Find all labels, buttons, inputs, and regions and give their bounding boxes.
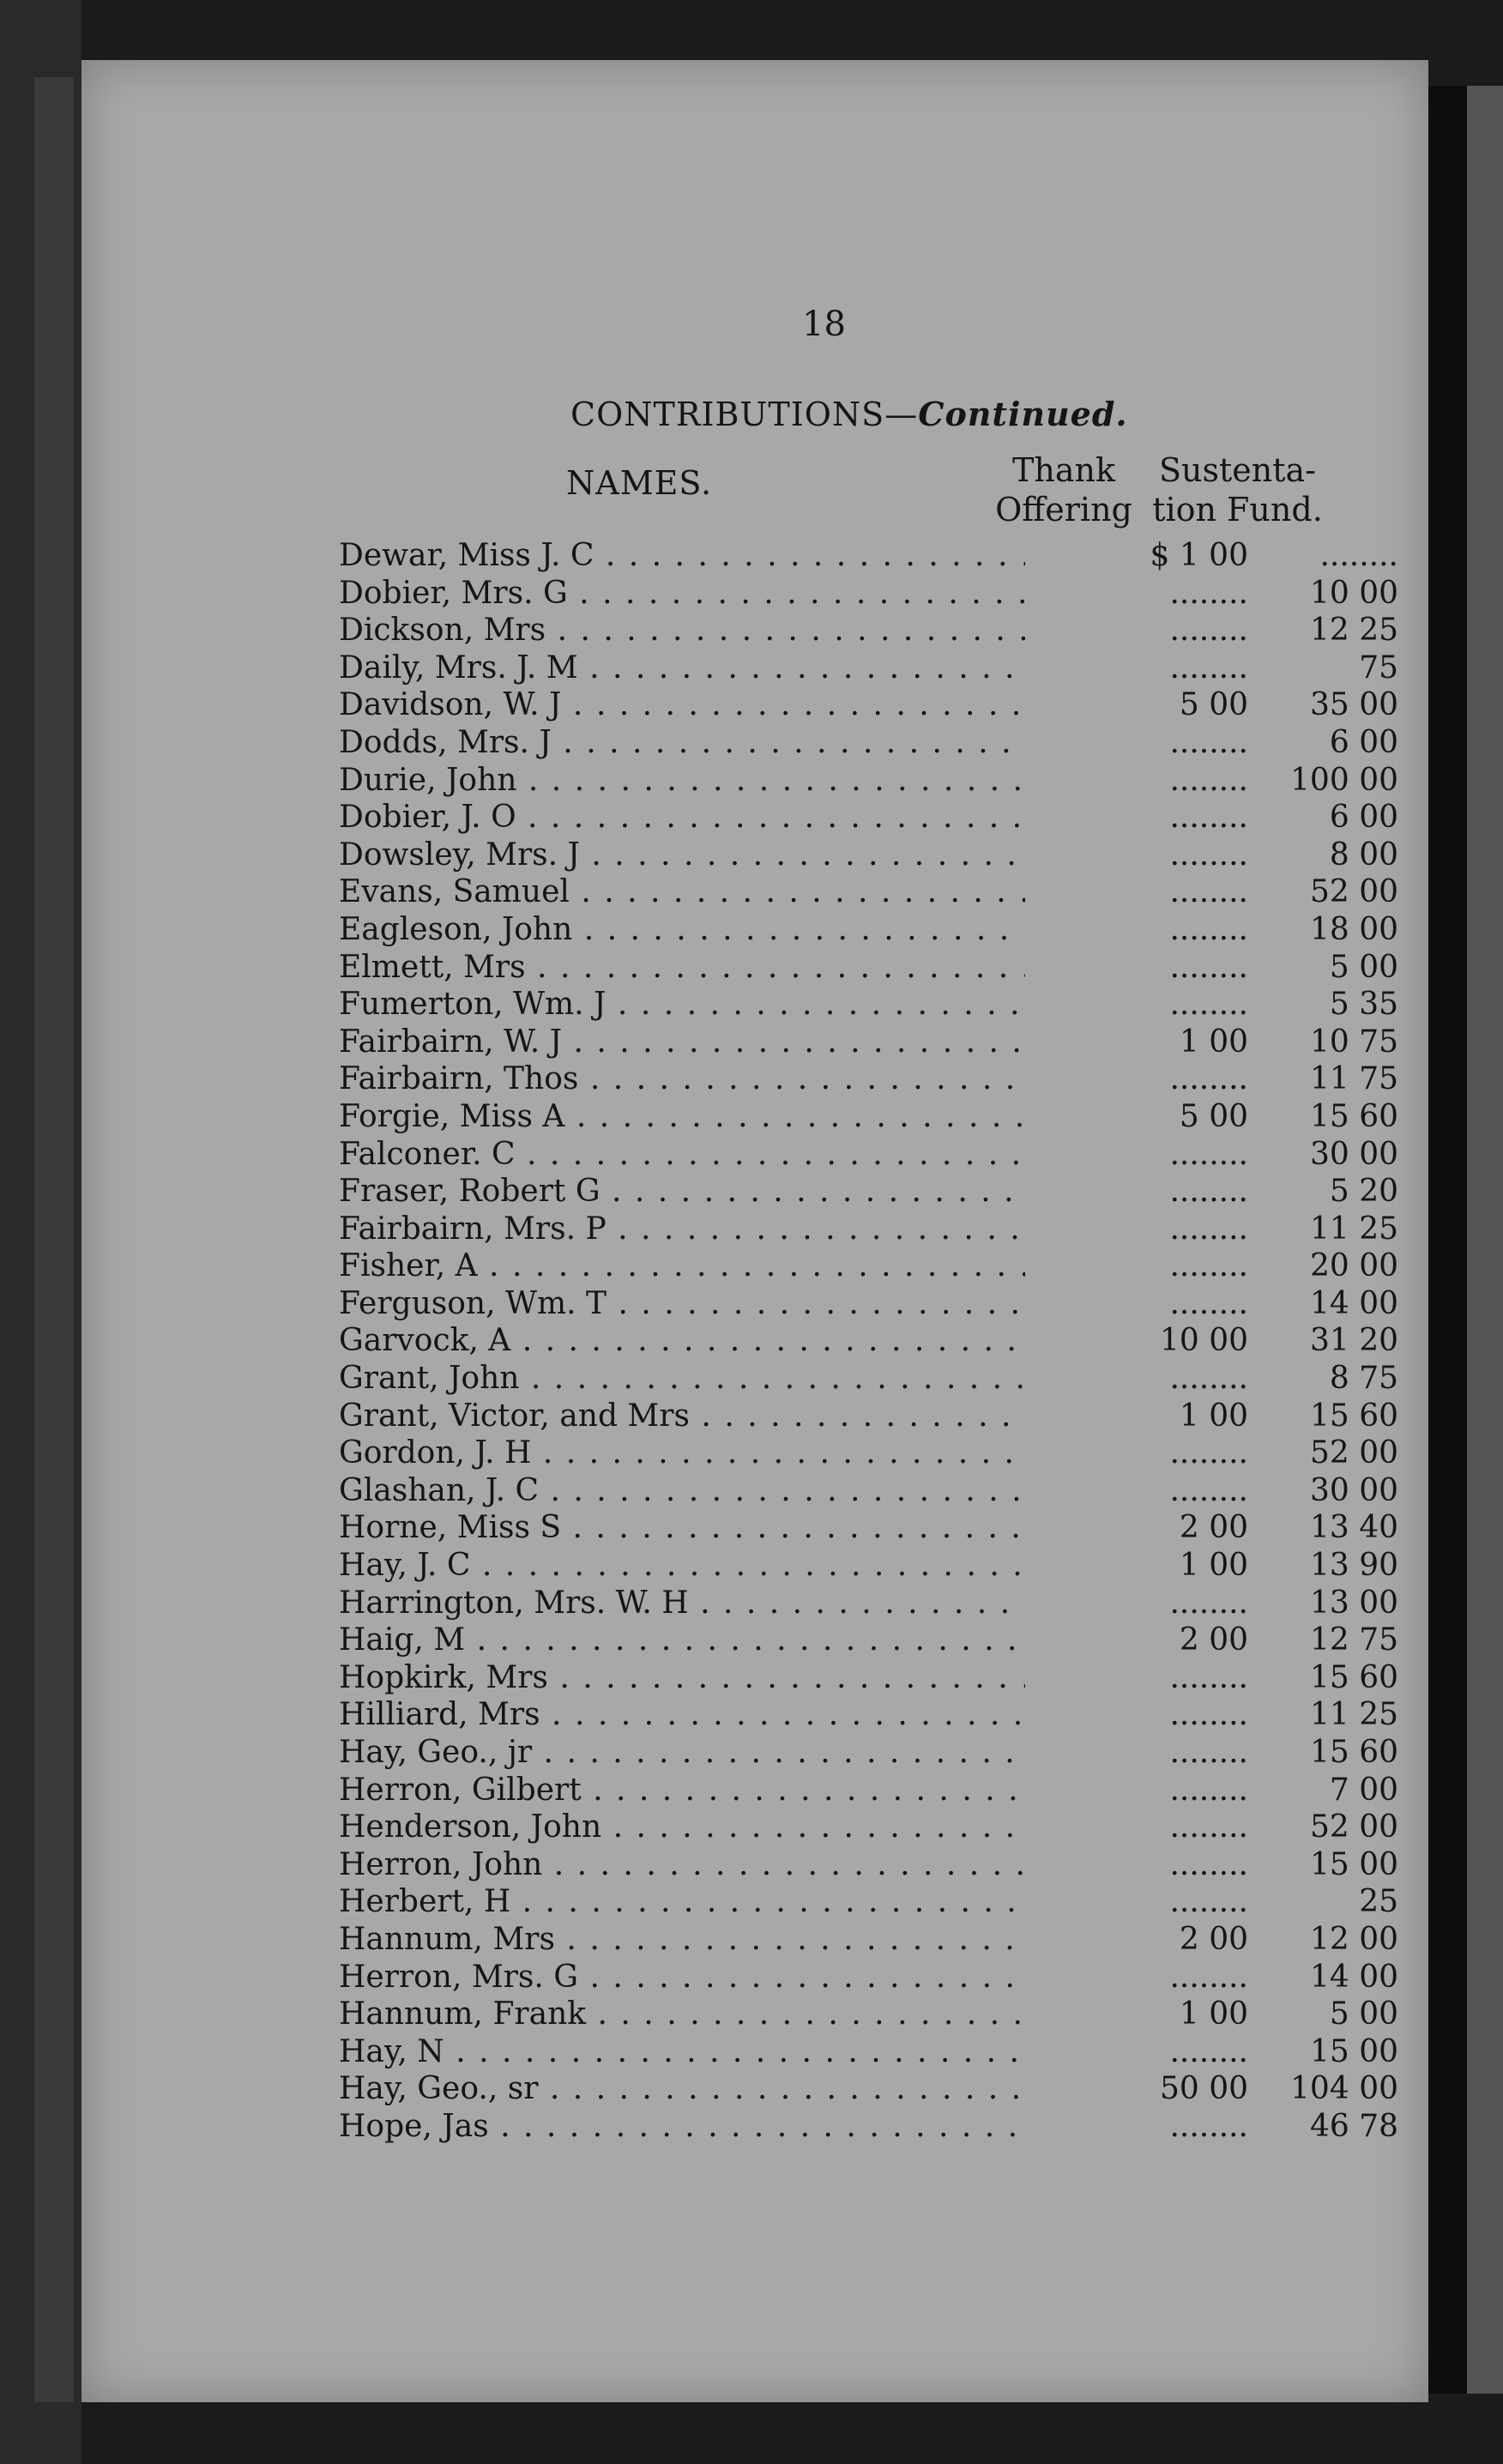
thank-offering-amount: ........ bbox=[1169, 1361, 1248, 1397]
contribution-row bbox=[339, 1509, 1411, 1547]
thank-offering-amount: ........ bbox=[1169, 911, 1248, 947]
sust-header-line1: Sustenta- bbox=[1158, 451, 1316, 489]
sustentation-fund-amount: 10 00 bbox=[1309, 575, 1398, 611]
sustentation-fund-amount: 12 75 bbox=[1309, 1622, 1398, 1658]
contribution-row bbox=[339, 1060, 1411, 1098]
contribution-row bbox=[339, 724, 1411, 762]
sustentation-fund-amount: 15 60 bbox=[1309, 1735, 1398, 1770]
contributor-name: Hay, Geo., jr . . . bbox=[339, 1734, 1025, 1772]
thank-offering-amount: ........ bbox=[1169, 1248, 1248, 1284]
contributor-name: Daily, Mrs. J. M . . . bbox=[339, 649, 1025, 687]
contribution-row bbox=[339, 1622, 1411, 1659]
contribution-row bbox=[339, 1809, 1411, 1846]
contributor-name: Hay, N . . . bbox=[339, 2033, 1025, 2071]
sustentation-fund-amount: 12 00 bbox=[1309, 1921, 1398, 1957]
sustentation-fund-amount: 104 00 bbox=[1290, 2071, 1398, 2107]
thank-offering-amount: ........ bbox=[1169, 613, 1248, 649]
sustentation-fund-amount: 5 20 bbox=[1329, 1174, 1398, 1210]
contribution-row bbox=[339, 1398, 1411, 1435]
page-heading bbox=[570, 395, 1128, 433]
thank-offering-amount: ........ bbox=[1169, 762, 1248, 798]
contribution-row bbox=[339, 612, 1411, 649]
contribution-row bbox=[339, 1921, 1411, 1959]
sustentation-fund-amount: 15 60 bbox=[1309, 1398, 1398, 1434]
contributor-name: Hopkirk, Mrs . . . bbox=[339, 1659, 1025, 1697]
thank-offering-amount: ........ bbox=[1169, 1846, 1248, 1882]
thank-offering-amount: ........ bbox=[1169, 1659, 1248, 1695]
contribution-row bbox=[339, 1098, 1411, 1136]
contributor-name: Eagleson, John . . . bbox=[339, 911, 1025, 949]
sustentation-fund-amount: 18 00 bbox=[1309, 911, 1398, 947]
contribution-row bbox=[339, 1285, 1411, 1323]
thank-offering-amount: ........ bbox=[1169, 1285, 1248, 1321]
thank-offering-amount: ........ bbox=[1169, 1697, 1248, 1733]
contributor-name: Herron, Gilbert . . . bbox=[339, 1772, 1025, 1809]
column-header-sustentation-fund bbox=[1141, 450, 1334, 529]
thank-offering-amount: 5 00 bbox=[1179, 1098, 1248, 1134]
contributor-name: Dewar, Miss J. C . . . bbox=[339, 537, 1025, 575]
contributor-name: Evans, Samuel . . . bbox=[339, 873, 1025, 911]
contributor-name: Hannum, Frank . . . bbox=[339, 1996, 1025, 2033]
thank-offering-amount: ........ bbox=[1169, 874, 1248, 910]
contribution-row bbox=[339, 762, 1411, 800]
contribution-row bbox=[339, 1846, 1411, 1884]
thank-offering-amount: ........ bbox=[1169, 575, 1248, 611]
thank-offering-amount: ........ bbox=[1169, 1435, 1248, 1471]
thank-offering-amount: ........ bbox=[1169, 1211, 1248, 1247]
sustentation-fund-amount: 6 00 bbox=[1329, 724, 1398, 760]
column-header-thank-offering bbox=[987, 450, 1141, 529]
thank-offering-amount: ........ bbox=[1169, 1809, 1248, 1845]
contributor-name: Herron, John . . . bbox=[339, 1846, 1025, 1884]
sustentation-fund-amount: 10 75 bbox=[1309, 1024, 1398, 1060]
contributor-name: Dodds, Mrs. J . . . bbox=[339, 724, 1025, 762]
contribution-row bbox=[339, 537, 1411, 575]
thank-offering-amount: ........ bbox=[1169, 724, 1248, 760]
contribution-row bbox=[339, 1024, 1411, 1061]
sustentation-fund-amount: 15 00 bbox=[1309, 1846, 1398, 1882]
contribution-row bbox=[339, 1585, 1411, 1622]
contribution-row bbox=[339, 1211, 1411, 1248]
thank-offering-amount: ........ bbox=[1169, 1136, 1248, 1172]
thank-offering-amount: 1 00 bbox=[1179, 1996, 1248, 2032]
contributor-name: Grant, Victor, and Mrs . . . bbox=[339, 1398, 1025, 1435]
thank-offering-amount: ........ bbox=[1169, 1061, 1248, 1097]
sustentation-fund-amount: 75 bbox=[1359, 649, 1398, 685]
thank-offering-amount: ........ bbox=[1169, 1585, 1248, 1621]
thank-offering-amount: 5 00 bbox=[1179, 687, 1248, 723]
sustentation-fund-amount: 15 60 bbox=[1309, 1659, 1398, 1695]
sustentation-fund-amount: 13 90 bbox=[1309, 1548, 1398, 1584]
thank-offering-amount: 2 00 bbox=[1179, 1622, 1248, 1658]
contributor-name: Hannum, Mrs . . . bbox=[339, 1921, 1025, 1959]
thank-offering-amount: $ 1 00 bbox=[1150, 538, 1248, 573]
contribution-row bbox=[339, 873, 1411, 911]
contribution-row bbox=[339, 649, 1411, 687]
contribution-row bbox=[339, 1173, 1411, 1211]
page-number: 18 bbox=[802, 305, 846, 344]
heading-continued: Continued. bbox=[918, 395, 1128, 433]
contributor-name: Fumerton, Wm. J . . . bbox=[339, 986, 1025, 1024]
contribution-row bbox=[339, 986, 1411, 1024]
thank-offering-amount: 2 00 bbox=[1179, 1921, 1248, 1957]
thank-offering-amount: ........ bbox=[1169, 836, 1248, 873]
sustentation-fund-amount: 7 00 bbox=[1329, 1772, 1398, 1808]
contributor-name: Hay, Geo., sr . . . bbox=[339, 2070, 1025, 2108]
contribution-row bbox=[339, 1734, 1411, 1772]
thank-offering-amount: ........ bbox=[1169, 800, 1248, 836]
thank-offering-amount: ........ bbox=[1169, 649, 1248, 685]
contributor-name: Hay, J. C . . . bbox=[339, 1547, 1025, 1585]
contributor-name: Dickson, Mrs . . . bbox=[339, 612, 1025, 649]
thank-offering-amount: ........ bbox=[1169, 949, 1248, 985]
contribution-row bbox=[339, 836, 1411, 874]
thank-offering-amount: ........ bbox=[1169, 987, 1248, 1023]
contribution-row bbox=[339, 1959, 1411, 1996]
sustentation-fund-amount: 13 40 bbox=[1309, 1510, 1398, 1546]
thank-offering-amount: 1 00 bbox=[1179, 1398, 1248, 1434]
contribution-row bbox=[339, 2108, 1411, 2146]
thank-offering-amount: 1 00 bbox=[1179, 1548, 1248, 1584]
thank-offering-amount: ........ bbox=[1169, 1884, 1248, 1920]
sust-header-line2: tion Fund. bbox=[1152, 491, 1323, 528]
contributor-name: Elmett, Mrs . . . bbox=[339, 949, 1025, 987]
thank-offering-amount: 10 00 bbox=[1159, 1323, 1248, 1359]
contribution-row bbox=[339, 1772, 1411, 1809]
contribution-row bbox=[339, 1322, 1411, 1360]
thank-offering-amount: 1 00 bbox=[1179, 1024, 1248, 1060]
contribution-row bbox=[339, 911, 1411, 949]
contributor-name: Harrington, Mrs. W. H . . . bbox=[339, 1585, 1025, 1622]
sustentation-fund-amount: 15 00 bbox=[1309, 2033, 1398, 2069]
contributor-name: Dowsley, Mrs. J . . . bbox=[339, 836, 1025, 874]
thank-offering-amount: ........ bbox=[1169, 1735, 1248, 1770]
contributor-name: Fraser, Robert G . . . bbox=[339, 1173, 1025, 1211]
thank-offering-amount: ........ bbox=[1169, 2033, 1248, 2069]
contributor-name: Dobier, J. O . . . bbox=[339, 799, 1025, 836]
contribution-row bbox=[339, 2033, 1411, 2071]
thank-offering-amount: 2 00 bbox=[1179, 1510, 1248, 1546]
sustentation-fund-amount: 100 00 bbox=[1290, 762, 1398, 798]
contributor-name: Garvock, A . . . bbox=[339, 1322, 1025, 1360]
sustentation-fund-amount: 15 60 bbox=[1309, 1098, 1398, 1134]
contribution-row bbox=[339, 799, 1411, 836]
contributor-name: Glashan, J. C . . . bbox=[339, 1472, 1025, 1510]
sustentation-fund-amount: 52 00 bbox=[1309, 874, 1398, 910]
sustentation-fund-amount: 5 00 bbox=[1329, 949, 1398, 985]
sustentation-fund-amount: 8 75 bbox=[1329, 1361, 1398, 1397]
sustentation-fund-amount: 25 bbox=[1359, 1884, 1398, 1920]
contributor-name: Davidson, W. J . . . bbox=[339, 686, 1025, 724]
sustentation-fund-amount: 14 00 bbox=[1309, 1959, 1398, 1995]
sustentation-fund-amount: 5 00 bbox=[1329, 1996, 1398, 2032]
sustentation-fund-amount: 52 00 bbox=[1309, 1435, 1398, 1471]
sustentation-fund-amount: 12 25 bbox=[1309, 613, 1398, 649]
spine-edge bbox=[34, 77, 74, 2402]
book-spine bbox=[0, 0, 81, 2464]
contributor-name: Ferguson, Wm. T . . . bbox=[339, 1285, 1025, 1323]
contributor-name: Haig, M . . . bbox=[339, 1622, 1025, 1659]
contributions-list bbox=[339, 537, 1411, 2146]
contributor-name: Fisher, A . . . bbox=[339, 1247, 1025, 1285]
sustentation-fund-amount: 14 00 bbox=[1309, 1285, 1398, 1321]
sustentation-fund-amount: 11 25 bbox=[1309, 1211, 1398, 1247]
page-gutter bbox=[1428, 86, 1467, 2394]
contribution-row bbox=[339, 1696, 1411, 1734]
contribution-row bbox=[339, 1659, 1411, 1697]
contributor-name: Fairbairn, W. J . . . bbox=[339, 1024, 1025, 1061]
contribution-row bbox=[339, 949, 1411, 987]
contributor-name: Fairbairn, Thos . . . bbox=[339, 1060, 1025, 1098]
sustentation-fund-amount: 13 00 bbox=[1309, 1585, 1398, 1621]
contributor-name: Falconer. C . . . bbox=[339, 1136, 1025, 1174]
sustentation-fund-amount: 11 75 bbox=[1309, 1061, 1398, 1097]
contribution-row bbox=[339, 1547, 1411, 1585]
sustentation-fund-amount: 8 00 bbox=[1329, 836, 1398, 873]
contributor-name: Gordon, J. H . . . bbox=[339, 1434, 1025, 1472]
thank-offering-amount: ........ bbox=[1169, 1959, 1248, 1995]
heading-main: CONTRIBUTIONS— bbox=[570, 396, 919, 433]
thank-offering-amount: ........ bbox=[1169, 1174, 1248, 1210]
contribution-row bbox=[339, 1472, 1411, 1510]
sustentation-fund-amount: 52 00 bbox=[1309, 1809, 1398, 1845]
contribution-row bbox=[339, 686, 1411, 724]
thank-offering-amount: 50 00 bbox=[1159, 2071, 1248, 2107]
column-header-names: NAMES. bbox=[566, 464, 713, 502]
sustentation-fund-amount: 30 00 bbox=[1309, 1136, 1398, 1172]
contribution-row bbox=[339, 1360, 1411, 1398]
sustentation-fund-amount: 30 00 bbox=[1309, 1472, 1398, 1508]
next-page-edge bbox=[1467, 86, 1503, 2394]
thank-header-line1: Thank bbox=[1012, 451, 1115, 489]
thank-header-line2: Offering bbox=[995, 491, 1132, 528]
contributor-name: Grant, John . . . bbox=[339, 1360, 1025, 1398]
document-page bbox=[81, 60, 1428, 2402]
contributor-name: Forgie, Miss A . . . bbox=[339, 1098, 1025, 1136]
sustentation-fund-amount: 46 78 bbox=[1309, 2108, 1398, 2144]
contributor-name: Durie, John . . . bbox=[339, 762, 1025, 800]
sustentation-fund-amount: 20 00 bbox=[1309, 1248, 1398, 1284]
contributor-name: Fairbairn, Mrs. P . . . bbox=[339, 1211, 1025, 1248]
sustentation-fund-amount: 31 20 bbox=[1309, 1323, 1398, 1359]
contributor-name: Herbert, H . . . bbox=[339, 1883, 1025, 1921]
contribution-row bbox=[339, 1434, 1411, 1472]
contributor-name: Dobier, Mrs. G . . . bbox=[339, 575, 1025, 613]
sustentation-fund-amount: 6 00 bbox=[1329, 800, 1398, 836]
sustentation-fund-amount: ........ bbox=[1319, 538, 1398, 573]
contributor-name: Hilliard, Mrs . . . bbox=[339, 1696, 1025, 1734]
contribution-row bbox=[339, 575, 1411, 613]
sustentation-fund-amount: 5 35 bbox=[1329, 987, 1398, 1023]
contribution-row bbox=[339, 1883, 1411, 1921]
contribution-row bbox=[339, 1247, 1411, 1285]
contribution-row bbox=[339, 1136, 1411, 1174]
contribution-row bbox=[339, 2070, 1411, 2108]
contributor-name: Hope, Jas . . . bbox=[339, 2108, 1025, 2146]
contribution-row bbox=[339, 1996, 1411, 2033]
thank-offering-amount: ........ bbox=[1169, 1772, 1248, 1808]
sustentation-fund-amount: 11 25 bbox=[1309, 1697, 1398, 1733]
thank-offering-amount: ........ bbox=[1169, 2108, 1248, 2144]
contributor-name: Horne, Miss S . . . bbox=[339, 1509, 1025, 1547]
contributor-name: Henderson, John . . . bbox=[339, 1809, 1025, 1846]
thank-offering-amount: ........ bbox=[1169, 1472, 1248, 1508]
contributor-name: Herron, Mrs. G . . . bbox=[339, 1959, 1025, 1996]
sustentation-fund-amount: 35 00 bbox=[1309, 687, 1398, 723]
